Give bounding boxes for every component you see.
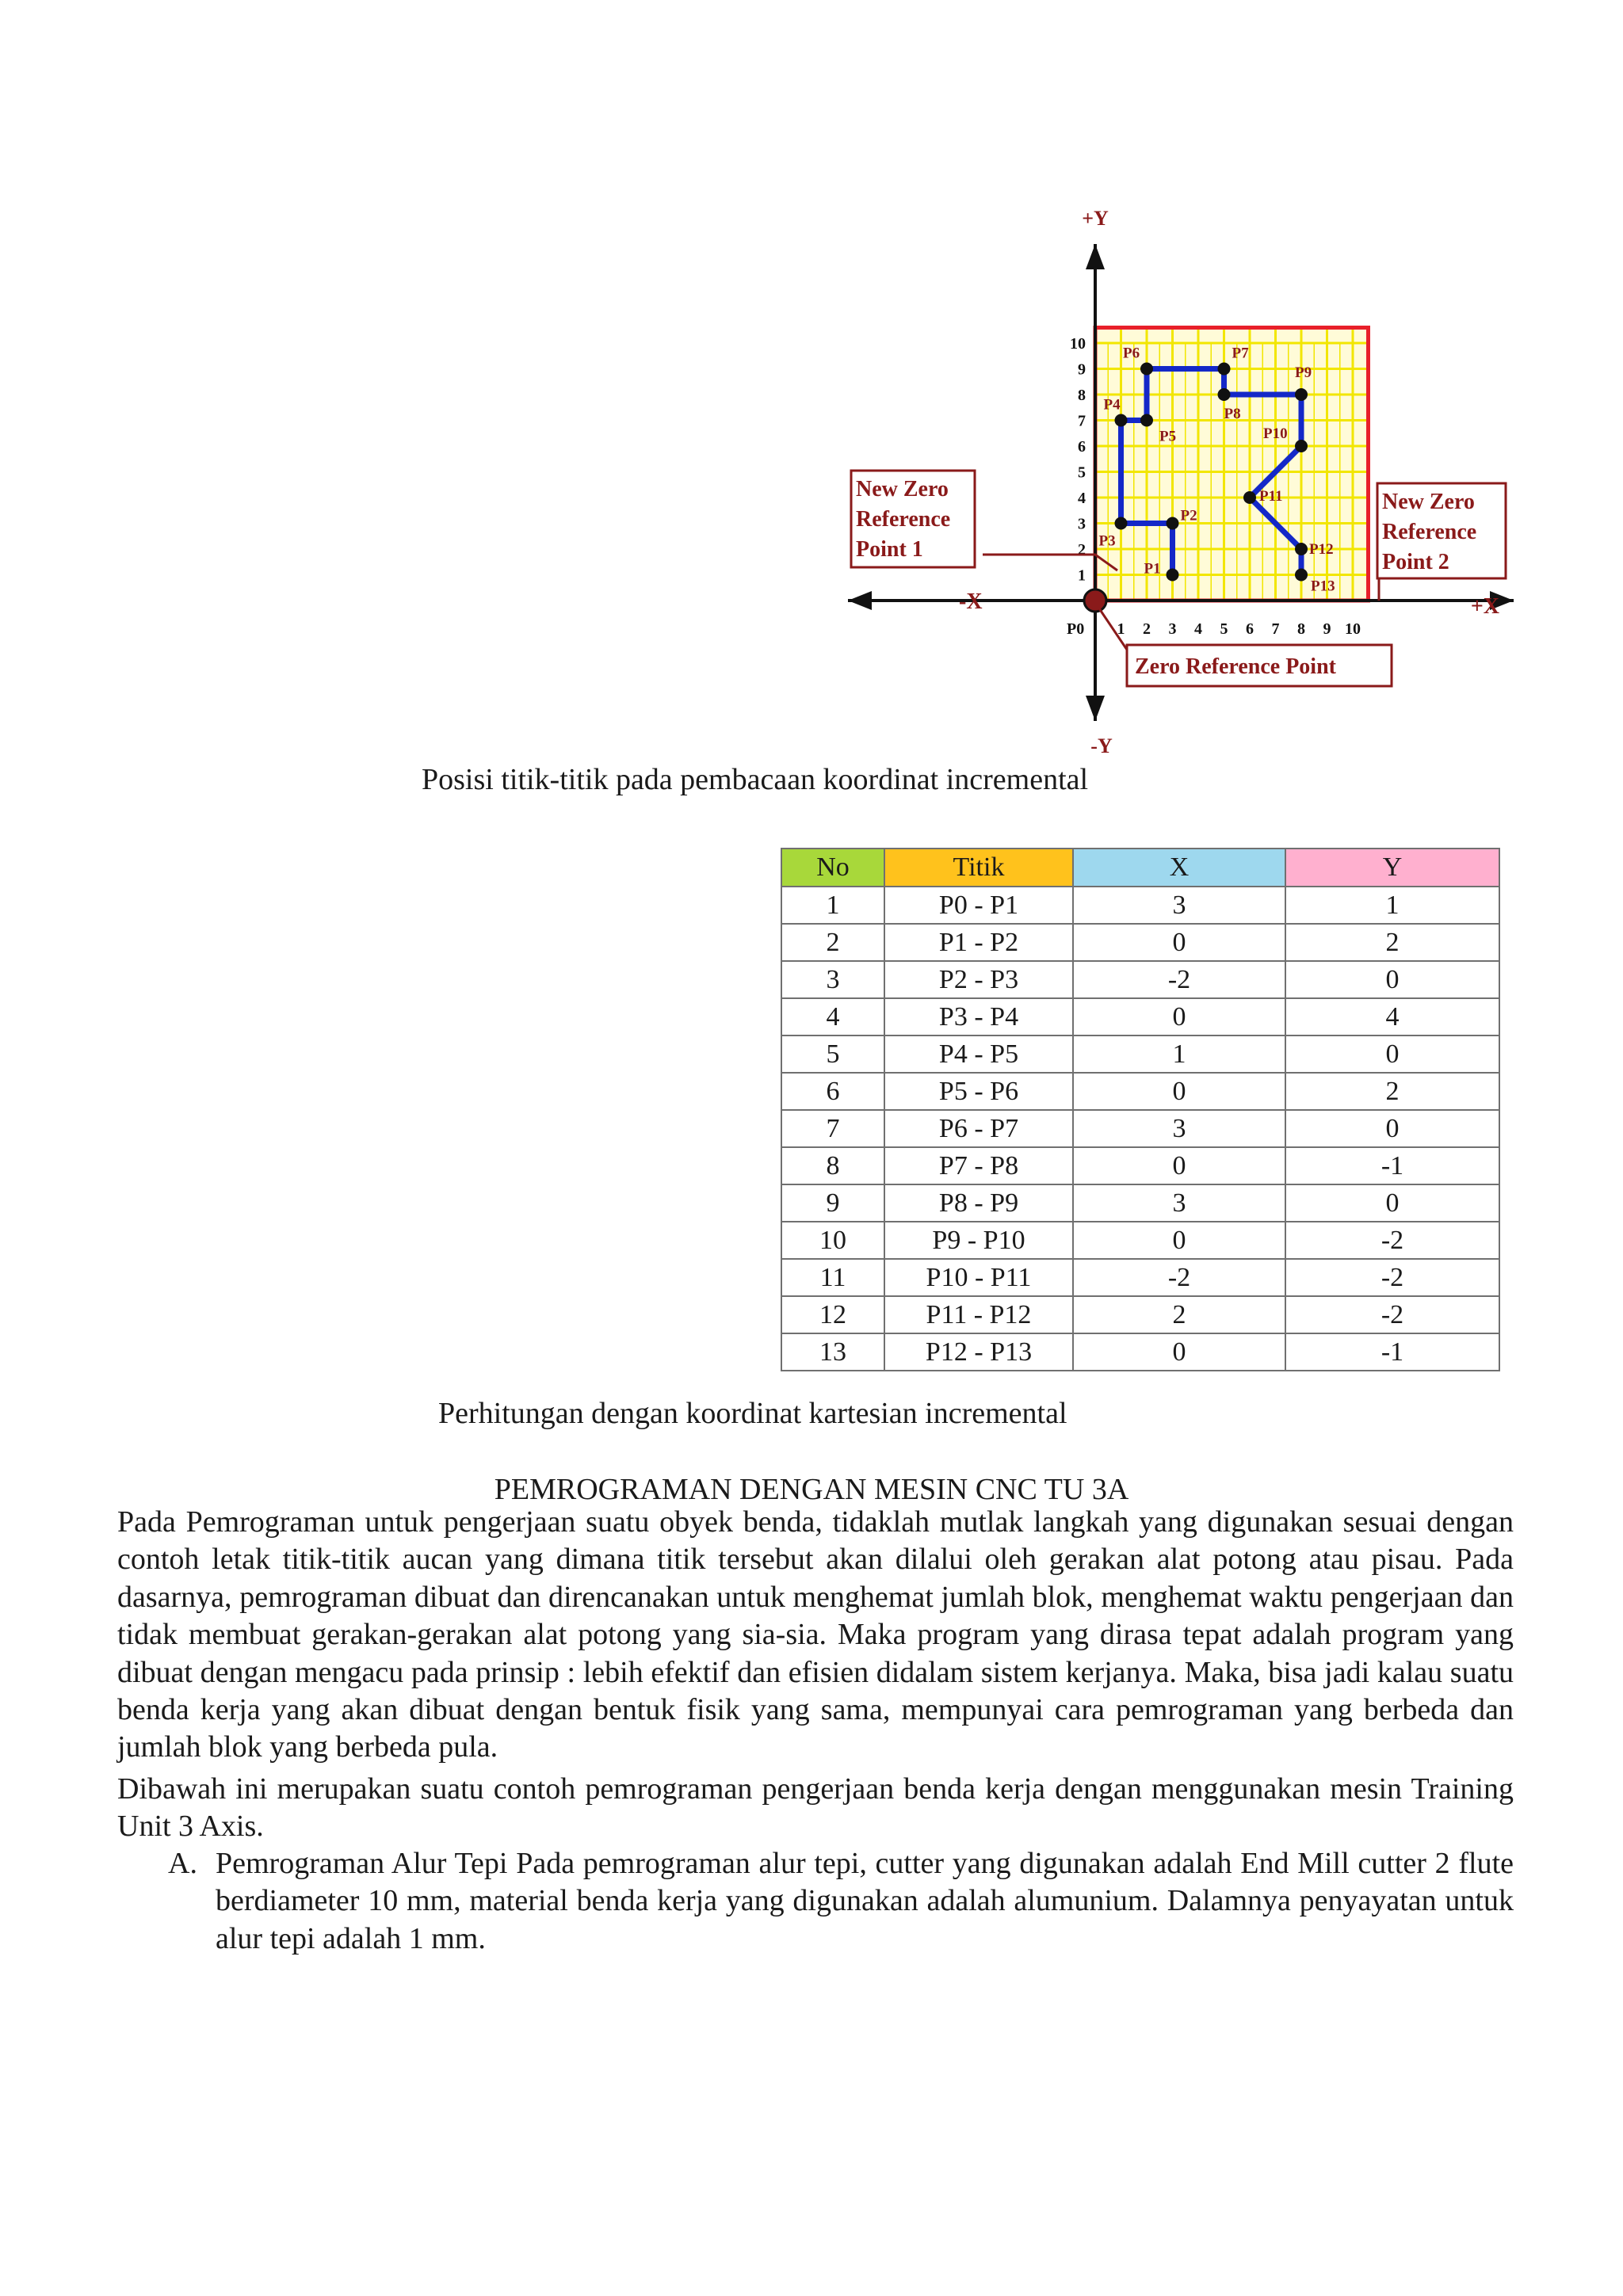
paragraph-1: Pada Pemrograman untuk pengerjaan suatu obyek benda, tidaklah mutlak langkah yang digunakan sesuai dengan contoh letak titik-titik aucan yang dimana titik tersebut akan dilalui oleh gerakan alat potong atau pisau. Pada dasarnya, pemrograman dibuat dan direncanakan untuk menghemat jumlah blok, menghemat waktu pengerjaan dan tidak membuat gerakan-gerakan alat potong yang sia-sia. Maka program yang dirasa tepat adalah program yang dibuat dengan mengacu pada prinsip : lebih efektif dan efisien didalam sistem kerjanya. Maka, bisa jadi kalau suatu benda kerja yang akan dibuat dengan bentuk fisik yang sama, mempunyai cara pemrograman yang berbeda dan jumlah blok yang berbeda pula. xyxy=(117,1505,1514,1764)
point-marker xyxy=(1140,414,1153,427)
cell-y: -2 xyxy=(1285,1222,1499,1259)
list-marker: A. xyxy=(168,1847,197,1880)
cell-titik: P1 - P2 xyxy=(884,924,1073,961)
point-marker xyxy=(1167,517,1179,530)
cell-titik: P4 - P5 xyxy=(884,1035,1073,1073)
x-tick-label: 2 xyxy=(1143,620,1151,638)
table-row xyxy=(781,1222,1499,1259)
cell-x: 0 xyxy=(1073,1222,1285,1259)
point-label: P11 xyxy=(1259,488,1283,505)
point-marker xyxy=(1140,363,1153,376)
point-label: P9 xyxy=(1295,364,1312,381)
point-marker xyxy=(1218,388,1231,401)
point-label: P1 xyxy=(1144,560,1161,578)
cell-titik: P11 - P12 xyxy=(884,1296,1073,1333)
x-tick-label: 4 xyxy=(1194,620,1202,638)
point-label: P8 xyxy=(1224,406,1241,422)
header-titik: Titik xyxy=(884,849,1073,887)
table-row xyxy=(781,924,1499,961)
table-row xyxy=(781,961,1499,998)
point-marker xyxy=(1295,543,1308,555)
ref-box-2-line-3: Point 2 xyxy=(1382,550,1449,574)
cell-no: 2 xyxy=(781,924,884,961)
cell-titik: P12 - P13 xyxy=(884,1333,1073,1371)
ref-box-2-line-2: Reference xyxy=(1382,520,1477,544)
x-tick-label: 10 xyxy=(1345,620,1361,638)
cell-no: 8 xyxy=(781,1147,884,1184)
point-marker xyxy=(1167,569,1179,582)
y-tick-label: 9 xyxy=(1078,360,1086,379)
axis-x-neg-label: -X xyxy=(959,589,983,614)
y-tick-label: 6 xyxy=(1078,438,1086,456)
point-label: P13 xyxy=(1311,578,1335,595)
cell-x: 2 xyxy=(1073,1296,1285,1333)
y-tick-label: 1 xyxy=(1078,566,1086,585)
point-marker xyxy=(1243,491,1256,504)
cell-x: 3 xyxy=(1073,1184,1285,1222)
cell-no: 12 xyxy=(781,1296,884,1333)
figure-caption-2-text: Perhitungan dengan koordinat kartesian incremental xyxy=(438,1397,1067,1430)
incremental-table-wrap xyxy=(781,848,1500,1371)
cell-titik: P8 - P9 xyxy=(884,1184,1073,1222)
zero-ref-box xyxy=(1127,645,1392,686)
axis-x-pos-label: +X xyxy=(1470,594,1499,619)
header-no: No xyxy=(781,849,884,887)
cell-no: 7 xyxy=(781,1110,884,1147)
x-tick-label: 1 xyxy=(1117,620,1125,638)
cell-x: 0 xyxy=(1073,1073,1285,1110)
cell-no: 1 xyxy=(781,887,884,924)
cell-y: -1 xyxy=(1285,1333,1499,1371)
point-marker xyxy=(1218,363,1231,376)
origin-marker-icon xyxy=(1084,589,1106,612)
table-row xyxy=(781,1259,1499,1296)
cell-y: -2 xyxy=(1285,1296,1499,1333)
point-label: P5 xyxy=(1159,428,1177,445)
cell-y: 4 xyxy=(1285,998,1499,1035)
axis-y-pos-label: +Y xyxy=(1082,207,1109,230)
table-row xyxy=(781,1333,1499,1371)
ref-box-2 xyxy=(1377,483,1506,578)
point-label: P6 xyxy=(1123,345,1140,362)
cell-y: 2 xyxy=(1285,1073,1499,1110)
list-item-a xyxy=(168,1845,1514,1958)
cell-titik: P6 - P7 xyxy=(884,1110,1073,1147)
y-tick-label: 3 xyxy=(1078,515,1086,533)
header-y: Y xyxy=(1285,849,1499,887)
ref-box-1-line-1: New Zero xyxy=(856,477,949,502)
point-label: P7 xyxy=(1232,345,1249,362)
y-pos-arrow-icon xyxy=(1086,244,1105,269)
cell-titik: P9 - P10 xyxy=(884,1222,1073,1259)
x-tick-label: 8 xyxy=(1297,620,1305,638)
point-marker xyxy=(1115,414,1128,427)
cell-titik: P2 - P3 xyxy=(884,961,1073,998)
cell-no: 5 xyxy=(781,1035,884,1073)
cell-x: 0 xyxy=(1073,998,1285,1035)
x-tick-label: 9 xyxy=(1323,620,1331,638)
ref-box-1 xyxy=(851,471,975,567)
header-x: X xyxy=(1073,849,1285,887)
y-tick-label: 5 xyxy=(1078,463,1086,482)
cell-y: 0 xyxy=(1285,961,1499,998)
cell-y: 0 xyxy=(1285,1110,1499,1147)
cell-y: 2 xyxy=(1285,924,1499,961)
coordinate-diagram xyxy=(840,198,1522,769)
table-row xyxy=(781,1073,1499,1110)
incremental-table xyxy=(781,848,1500,1371)
cell-x: 3 xyxy=(1073,1110,1285,1147)
y-tick-label: 8 xyxy=(1078,387,1086,404)
table-header-row xyxy=(781,849,1499,887)
cell-y: -1 xyxy=(1285,1147,1499,1184)
ref-box-1-line-2: Reference xyxy=(856,507,951,532)
cell-x: -2 xyxy=(1073,1259,1285,1296)
zero-ref-label: Zero Reference Point xyxy=(1135,654,1336,679)
point-label: P2 xyxy=(1180,507,1197,524)
cell-x: 0 xyxy=(1073,924,1285,961)
ref-box-1-line-3: Point 1 xyxy=(856,537,923,562)
cell-x: 3 xyxy=(1073,887,1285,924)
y-tick-label: 7 xyxy=(1078,412,1086,430)
x-tick-label: 3 xyxy=(1168,620,1177,638)
section-heading: PEMROGRAMAN DENGAN MESIN CNC TU 3A xyxy=(494,1473,1129,1506)
point-marker xyxy=(1295,440,1308,452)
list-item-text: Pemrograman Alur Tepi Pada pemrograman alur tepi, cutter yang digunakan adalah End Mill cutter 2 flute berdiameter 10 mm, material benda kerja yang digunakan adalah alumunium. Dalamnya penyayatan untuk alur tepi adalah 1 mm. xyxy=(216,1847,1514,1955)
point-label: P10 xyxy=(1263,425,1288,442)
cell-no: 3 xyxy=(781,961,884,998)
y-tick-label: 10 xyxy=(1070,335,1086,353)
cell-y: 1 xyxy=(1285,887,1499,924)
cell-no: 6 xyxy=(781,1073,884,1110)
cell-y: 0 xyxy=(1285,1184,1499,1222)
ref-box-2-line-1: New Zero xyxy=(1382,490,1475,514)
cell-no: 9 xyxy=(781,1184,884,1222)
x-tick-label: 6 xyxy=(1246,620,1254,638)
point-marker xyxy=(1295,388,1308,401)
table-row xyxy=(781,1184,1499,1222)
x-tick-label: 5 xyxy=(1220,620,1228,638)
cell-y: 0 xyxy=(1285,1035,1499,1073)
table-row xyxy=(781,1296,1499,1333)
cell-titik: P0 - P1 xyxy=(884,887,1073,924)
cell-y: -2 xyxy=(1285,1259,1499,1296)
table-row xyxy=(781,1147,1499,1184)
x-tick-label: 7 xyxy=(1271,620,1280,638)
point-label: P3 xyxy=(1098,532,1116,550)
y-neg-arrow-icon xyxy=(1086,696,1105,721)
x-neg-arrow-icon xyxy=(848,591,872,610)
table-row xyxy=(781,1110,1499,1147)
figure-caption-1-text: Posisi titik-titik pada pembacaan koordinat incremental xyxy=(422,763,1089,796)
cell-titik: P7 - P8 xyxy=(884,1147,1073,1184)
cell-titik: P3 - P4 xyxy=(884,998,1073,1035)
table-row xyxy=(781,998,1499,1035)
origin-label: P0 xyxy=(1067,620,1085,638)
cell-no: 11 xyxy=(781,1259,884,1296)
cell-no: 4 xyxy=(781,998,884,1035)
paragraph-2: Dibawah ini merupakan suatu contoh pemrograman pengerjaan benda kerja dengan menggunakan mesin Training Unit 3 Axis. xyxy=(117,1772,1514,1844)
axis-y-neg-label: -Y xyxy=(1090,734,1113,757)
point-marker xyxy=(1295,569,1308,582)
point-label: P12 xyxy=(1309,541,1334,558)
point-marker xyxy=(1115,517,1128,530)
cell-x: 0 xyxy=(1073,1333,1285,1371)
cell-no: 13 xyxy=(781,1333,884,1371)
cell-x: -2 xyxy=(1073,961,1285,998)
cell-x: 0 xyxy=(1073,1147,1285,1184)
cell-x: 1 xyxy=(1073,1035,1285,1073)
cell-no: 10 xyxy=(781,1222,884,1259)
table-row xyxy=(781,887,1499,924)
cell-titik: P5 - P6 xyxy=(884,1073,1073,1110)
cell-titik: P10 - P11 xyxy=(884,1259,1073,1296)
y-tick-label: 4 xyxy=(1078,490,1086,507)
table-body xyxy=(781,887,1499,1371)
table-row xyxy=(781,1035,1499,1073)
y-tick-label: 2 xyxy=(1078,541,1086,559)
grid xyxy=(1095,328,1369,601)
point-label: P4 xyxy=(1103,396,1121,414)
